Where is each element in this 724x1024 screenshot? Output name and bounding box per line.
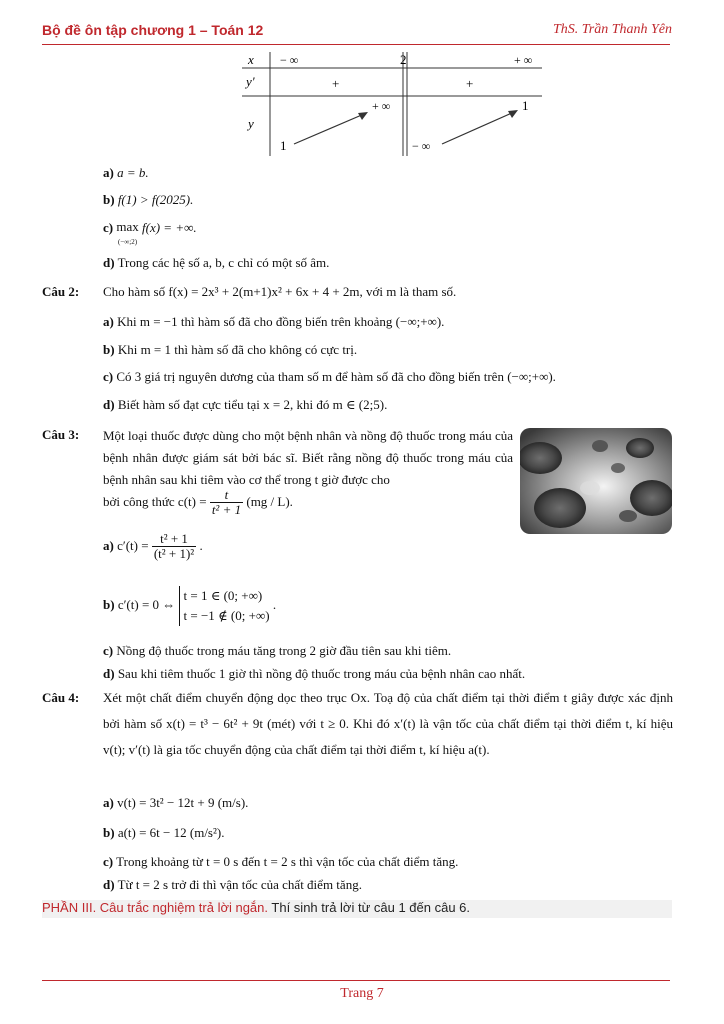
table-x-pos-inf: + ∞ [514, 53, 533, 67]
q4-option-d: d) Từ t = 2 s trở đi thì vận tốc của chất điểm tăng. [103, 877, 362, 892]
table-sign-left: + [332, 76, 340, 91]
table-y-label: y [248, 116, 254, 131]
header-author: ThS. Trần Thanh Yên [552, 22, 672, 37]
table-y-right-limit: − ∞ [412, 139, 431, 153]
table-y-left-limit: + ∞ [372, 99, 391, 113]
footer-divider [42, 980, 670, 981]
blood-cells-image [520, 428, 672, 534]
q1-option-c: c) max (−∞;2) f(x) = +∞. [103, 219, 197, 246]
q4-option-b: b) a(t) = 6t − 12 (m/s²). [103, 825, 225, 840]
q1-option-a: a) a = b. [103, 165, 149, 180]
table-y-end: 1 [522, 98, 529, 113]
q3-option-c: c) Nồng độ thuốc trong máu tăng trong 2 giờ đầu tiên sau khi tiêm. [103, 643, 452, 658]
q3-option-d: d) Sau khi tiêm thuốc 1 giờ thì nồng độ thuốc trong máu của bệnh nhân cao nhất. [103, 666, 526, 681]
variation-table [232, 50, 552, 160]
q3-formula: bởi công thức c(t) = $\frac{t}{\text{t² + 1}}$ (mg / L). [103, 487, 293, 518]
q4-label: Câu 4: [42, 690, 80, 705]
table-arrow-right [442, 112, 514, 144]
table-y-start: 1 [280, 138, 287, 153]
q1-option-b: b) f(1) > f(2025). [103, 192, 194, 207]
q4-stem: Xét một chất điểm chuyển động dọc theo trục Ox. Toạ độ của chất điểm tại thời điểm t giây được xác định bởi hàm số x(t) = t³ − 6t² + 9t (mét) với t ≥ 0. Khi đó x′(t) là vận tốc của chất điểm tại thời điểm t, kí hiệu v(t); v′(t) là gia tốc chuyển động của chất điểm tại thời điểm t, kí hiệu a(t). [103, 690, 673, 757]
q3-option-b: b) c′(t) = 0 ⇔ t = 1 ∈ (0; +∞) t = −1 ∉ (0; +∞) . [103, 586, 276, 626]
table-yp-label: y' [246, 74, 255, 89]
q4-option-a: a) v(t) = 3t² − 12t + 9 (m/s). [103, 795, 249, 810]
q2-label: Câu 2: [42, 284, 80, 299]
q2-option-a: a) Khi m = −1 thì hàm số đã cho đồng biến trên khoảng (−∞;+∞). [103, 314, 445, 329]
part3-heading: PHẦN III. Câu trắc nghiệm trả lời ngắn. Thí sinh trả lời từ câu 1 đến câu 6. [42, 900, 672, 918]
q2-option-b: b) Khi m = 1 thì hàm số đã cho không có cực trị. [103, 342, 358, 357]
page-number: Trang 7 [340, 986, 384, 1001]
q2-stem: Cho hàm số f(x) = 2x³ + 2(m+1)x² + 6x + 4 + 2m, với m là tham số. [103, 284, 457, 299]
table-sign-right: + [466, 76, 474, 91]
q2-option-d: d) Biết hàm số đạt cực tiểu tại x = 2, khi đó m ∈ (2;5). [103, 397, 388, 412]
table-arrow-left [294, 114, 364, 144]
header-divider [42, 44, 670, 45]
table-x-neg-inf: − ∞ [280, 53, 299, 67]
q2-option-c: c) Có 3 giá trị nguyên dương của tham số m để hàm số đã cho đồng biến trên (−∞;+∞). [103, 369, 556, 384]
header-title: Bộ đề ôn tập chương 1 – Toán 12 [42, 22, 264, 38]
q3-option-a: a) c′(t) = $\frac{\text{t² + 1}}{\text{(t² + 1)²}}$ . [103, 531, 203, 562]
q4-option-c: c) Trong khoảng từ t = 0 s đến t = 2 s thì vận tốc của chất điểm tăng. [103, 854, 459, 869]
q3-label: Câu 3: [42, 427, 80, 442]
q1-option-d: d) Trong các hệ số a, b, c chỉ có một số âm. [103, 255, 330, 270]
table-x-label: x [248, 52, 254, 67]
q3-stem: Một loại thuốc được dùng cho một bệnh nhân và nồng độ thuốc trong máu của bệnh nhân được giám sát bởi bác sĩ. Biết rằng nồng độ thuốc trong máu của bệnh nhân sau khi tiêm vào cơ thể trong t giờ được cho [103, 428, 513, 487]
table-x-2: 2 [400, 52, 407, 67]
